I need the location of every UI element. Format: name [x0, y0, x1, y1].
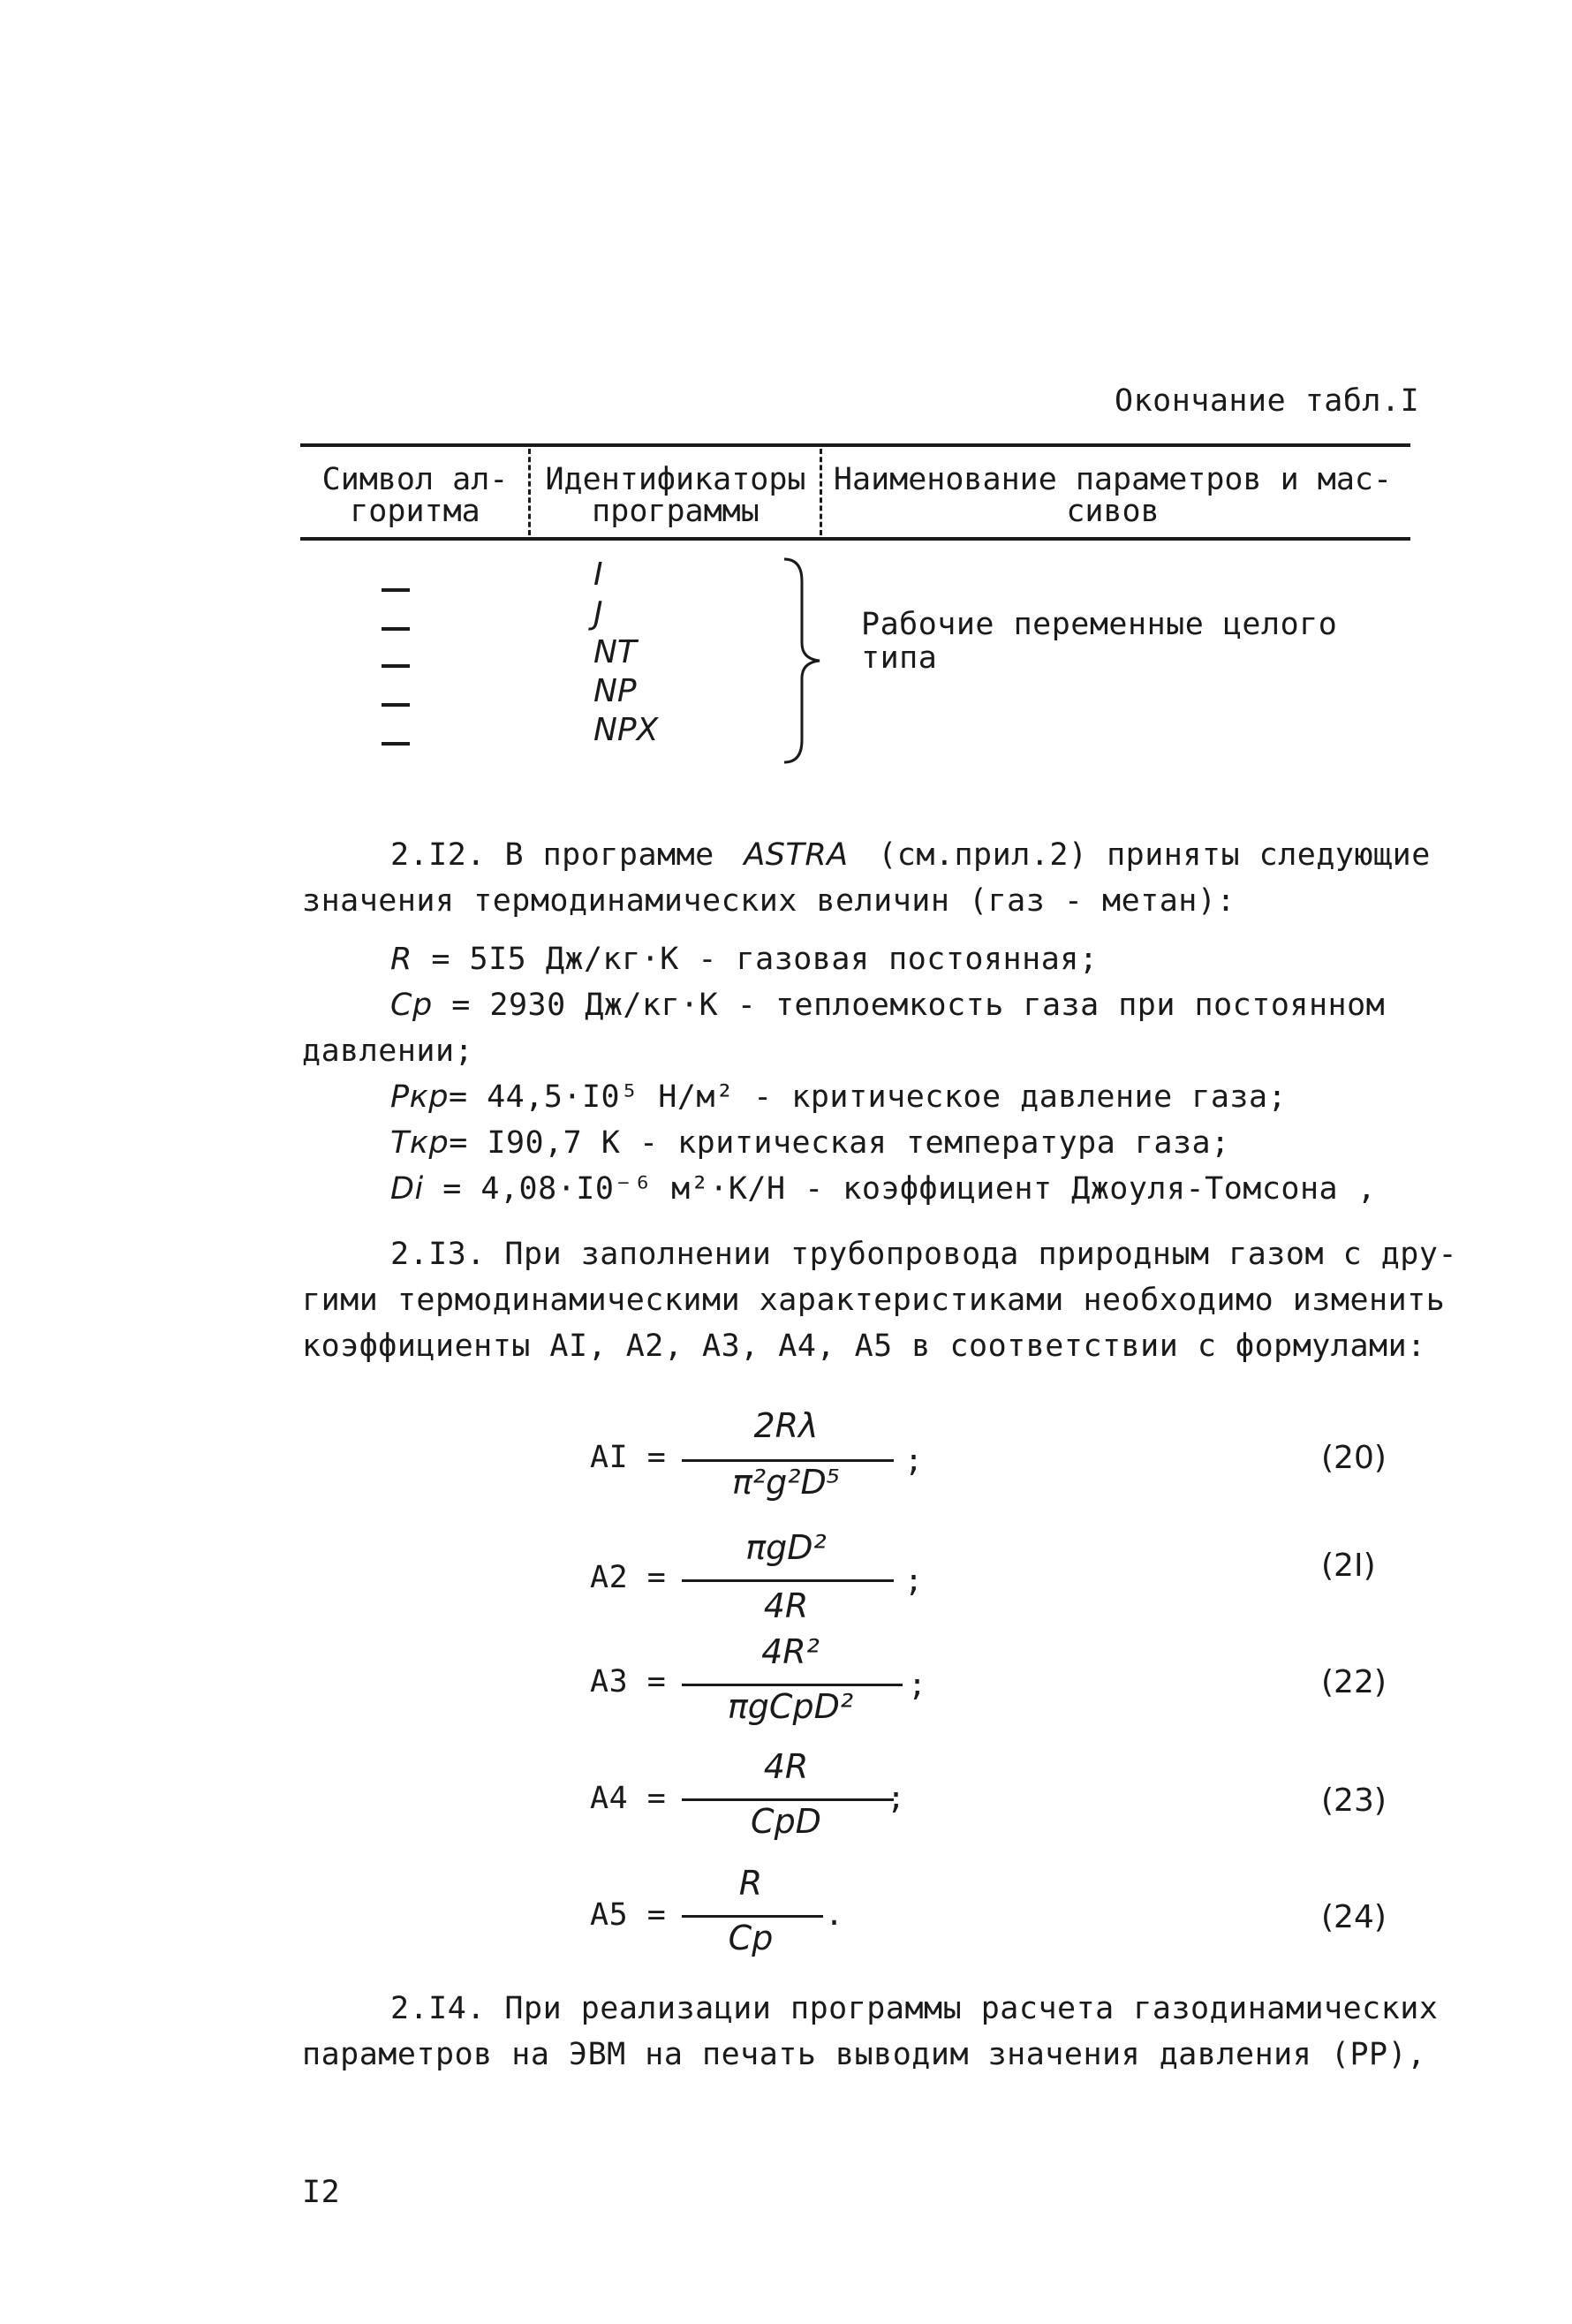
- identifier-cell: NPX: [593, 712, 659, 748]
- para-2-13-line3: коэффициенты AI, A2, A3, A4, A5 в соответствии с формулами:: [302, 1329, 1426, 1364]
- identifier-cell: NT: [593, 634, 637, 670]
- column-separator: [820, 449, 822, 535]
- symbol-dash: [382, 627, 410, 631]
- table-header-description: Наименование параметров и мас- сивов: [833, 462, 1393, 529]
- formula-24-lhs: A5 =: [590, 1897, 667, 1933]
- formula-20-punct: ;: [904, 1443, 924, 1479]
- identifier-cell: I: [593, 556, 603, 593]
- formula-23-denominator: CpD: [751, 1802, 821, 1841]
- formula-22-punct: ;: [908, 1668, 927, 1703]
- fraction-bar: [682, 1459, 894, 1462]
- formula-21-denominator: 4R: [763, 1586, 809, 1625]
- symbol-dash: [382, 742, 410, 746]
- symbol-dash: [382, 588, 410, 592]
- right-brace-icon: [777, 555, 830, 767]
- formula-20-lhs: AI =: [590, 1440, 667, 1475]
- table-caption: Окончание табл.I: [1115, 383, 1420, 419]
- group-description: Рабочие переменные целого типа: [861, 607, 1338, 676]
- table-header-symbol: Символ ал- горитма: [321, 462, 509, 529]
- para-2-12-line1: 2.I2. В программе ASTRA (см.прил.2) приняты следующие: [390, 837, 1431, 873]
- formula-22-denominator: πgCpD²: [727, 1687, 854, 1726]
- constant-Di: Di = 4,08·I0⁻⁶ м²·К/Н - коэффициент Джоуля-Томсона ,: [390, 1171, 1377, 1207]
- formula-24-punct: .: [825, 1897, 844, 1933]
- formula-20-number: (20): [1321, 1440, 1387, 1476]
- table-header-rule: [300, 537, 1410, 541]
- formula-21-punct: ;: [904, 1563, 924, 1599]
- fraction-bar: [682, 1579, 894, 1582]
- constant-Cp: Cp = 2930 Дж/кг·К - теплоемкость газа при постоянном: [390, 988, 1386, 1023]
- identifier-cell: J: [593, 595, 603, 632]
- formula-24-number: (24): [1321, 1899, 1387, 1935]
- formula-21-number: (2I): [1321, 1548, 1376, 1584]
- para-2-14-line2: параметров на ЭВМ на печать выводим значения давления (PP),: [302, 2037, 1426, 2072]
- program-name: ASTRA: [744, 837, 849, 873]
- constant-Pkr: Pкр= 44,5·I0⁵ Н/м² - критическое давление газа;: [390, 1079, 1288, 1115]
- formula-24-denominator: Cp: [728, 1919, 774, 1957]
- para-2-13-line2: гими термодинамическими характеристиками необходимо изменить: [302, 1283, 1446, 1318]
- formula-23-punct: ;: [887, 1781, 906, 1816]
- formula-21-numerator: πgD²: [745, 1528, 827, 1567]
- constant-Tkr: Tкр= I90,7 К - критическая температура газа;: [390, 1125, 1230, 1161]
- constant-R: R = 5I5 Дж/кг·К - газовая постоянная;: [390, 942, 1099, 977]
- formula-22-numerator: 4R²: [761, 1632, 820, 1671]
- formula-21-lhs: A2 =: [590, 1560, 667, 1595]
- para-2-12-line2: значения термодинамических величин (газ - метан):: [302, 883, 1236, 919]
- formula-24-numerator: R: [738, 1864, 763, 1903]
- formula-22-number: (22): [1321, 1664, 1387, 1700]
- para-2-13-line1: 2.I3. При заполнении трубопровода природным газом с дру-: [390, 1237, 1458, 1272]
- constant-Cp-continued: давлении;: [302, 1033, 474, 1069]
- formula-20-denominator: π²g²D⁵: [732, 1463, 840, 1502]
- symbol-dash: [382, 703, 410, 707]
- formula-23-numerator: 4R: [763, 1747, 809, 1786]
- identifier-cell: NP: [593, 673, 637, 709]
- symbol-dash: [382, 664, 410, 668]
- formula-23-lhs: A4 =: [590, 1781, 667, 1816]
- column-separator: [528, 449, 531, 535]
- formula-22-lhs: A3 =: [590, 1664, 667, 1699]
- formula-23-number: (23): [1321, 1783, 1387, 1819]
- fraction-bar: [682, 1684, 903, 1686]
- fraction-bar: [682, 1798, 894, 1801]
- page-number: I2: [302, 2175, 341, 2210]
- table-top-rule: [300, 443, 1410, 447]
- para-2-14-line1: 2.I4. При реализации программы расчета газодинамических: [390, 1991, 1439, 2026]
- fraction-bar: [682, 1915, 823, 1918]
- formula-20-numerator: 2Rλ: [753, 1406, 819, 1445]
- table-header-identifiers: Идентификаторы программы: [545, 462, 806, 529]
